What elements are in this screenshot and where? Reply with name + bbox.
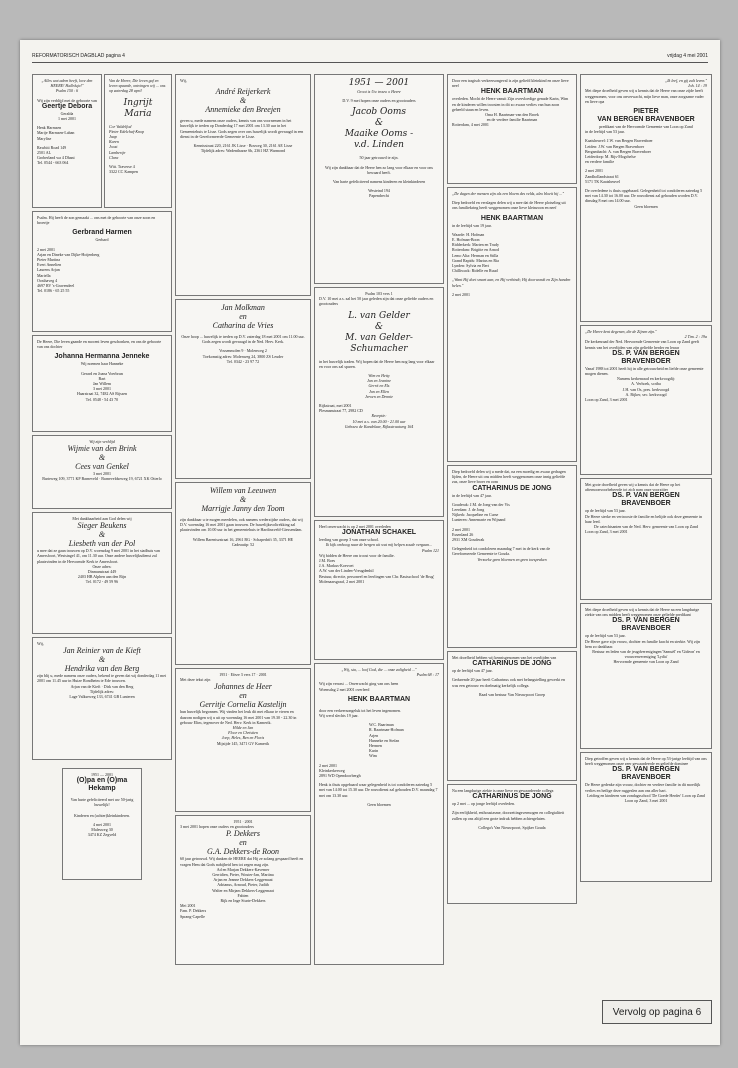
age-line: in de leeftijd van 47 jaar.	[452, 492, 492, 498]
family: Hilde en Jan Floor en Christien Joep, Heles, Ben en Floris	[221, 725, 265, 741]
announcement-line: Wij zijn verblijd met de geboorte van	[37, 97, 97, 103]
quote-ref: Psalm 150 : 6	[55, 88, 79, 94]
deceased-name: HENK BAARTMAN	[480, 88, 544, 96]
intro: Wij zijn verrast ... Onverwacht ging van ons heen	[319, 681, 399, 687]
reception: Receptie: 10 mei a.s. van 20.00 - 21.00 uur Gebouw de Kandelaar, Rijksstraatweg 164	[344, 413, 414, 429]
deceased-name: DS. P. VAN BERGEN BRAVENBOER	[612, 766, 680, 782]
deceased-name: DS. P. VAN BERGEN BRAVENBOER	[612, 492, 680, 508]
couple-names: Sieger Beukens & Liesbeth van der Pol	[68, 521, 136, 549]
address: 4 mei 2001 Malesweg 30 3474 KZ Zegveld	[87, 822, 117, 838]
body-text: overleden. Mocht de Heere vanuit Zijn overvloedige genade Karin, Wim en de kinderen willen troosten in dit zo zwaar verlies van hun zoon geheeld staan en leven.	[452, 96, 569, 112]
intro-text: Psalm. Hij heeft de zon gemaakt ... ons met de geboorte van onze zoon en broertje	[37, 215, 156, 226]
closing-quote: „Want Hij doet smart aan, en Hij verbindt; Hij doorwondt en Zijn handen helen."	[452, 277, 571, 288]
couple-names: Jan Reinier van de Kieft & Hendrika van den Berg	[63, 646, 141, 674]
obituary-ad-van-bergen-youth	[580, 603, 712, 749]
funeral-info: Gelegenheid tot condoleren maandag 7 mei in de kerk van de Gereformeerde Gemeente te Gouda.	[452, 546, 551, 557]
family: Ad en Marjan Dekkers-Kavemer Gerridien, Pieter, Wouter-Jan, Martina Arjan en Jeanne Dekkers-Leggemaat Adrianus, Arnoud, Pieter, Judith Walter en Mirjam Dekkers-Leggemaat Fabien Rijk en Inge Sturte-Dekkers	[212, 866, 274, 904]
address: 2 mei 2001 Zandhollandstraat 61 5171 TK Kaatsheuvel	[585, 168, 621, 184]
child-name: Ingrijt Maria	[123, 97, 153, 119]
birth-ad-johanna	[32, 335, 172, 432]
intro: Met droefheid hebben wij kennisgenomen van het overlijden van	[452, 655, 557, 660]
cause: door een verkeersongeluk tot het leven ingenomen.	[319, 707, 401, 713]
school: Bestuur, directie, personeel en leerlingen van Chr. Basisschool 'de Brug'	[319, 573, 435, 579]
closing: Geen bloemen	[367, 801, 391, 807]
intro: Na een langdurige ziekte is onze lieve en gewaardeerde collega	[452, 788, 554, 793]
birth-ad-gerbrand	[32, 211, 172, 332]
obituary-ad-schakel	[314, 520, 444, 660]
birth-date: 3 mei 2001	[93, 386, 111, 392]
body-text: Wij bidden de Heere om troost voor de familie.	[319, 552, 395, 558]
child-subname: Gerhard	[95, 237, 109, 243]
wedding-ad-reijerkerk	[175, 74, 311, 296]
place-date: Molenaarsgraaf, 2 mei 2001	[319, 578, 365, 584]
anniversary-ad-ooms	[314, 74, 444, 284]
newspaper-page	[20, 40, 720, 1045]
obituary-ad-van-bergen-sundayschool	[580, 752, 712, 882]
quote: Groot is Uw trouw o Heere	[357, 89, 401, 94]
funeral-info: De overledene is thuis opgebaard. Gelegenheid tot condoleren zaterdag 5 mei van 14.30 tot 16.00 uur. De rouwdienst zal gehouden worden D.V. dinsdag 8 mei om 14.00 uur.	[585, 188, 703, 204]
body-text: u mee dat ze gaan trouwen op D.V. woensdag 9 mei 2001 in het stadhuis van Amersfoort, Westsingel 41, om 11.30 uur. Onze andere huwelijksdienst zal plaatsvinden in de Hervormde Kerk te Amersfoort.	[37, 548, 160, 564]
quote: „De Heere kent degenen, die de Zijnen zijn."	[585, 329, 657, 334]
wedding-ad-molkman	[175, 299, 311, 479]
obituary-ad-baartman	[314, 663, 444, 965]
deceased-name: PIETER VAN BERGEN BRAVENBOER	[597, 108, 695, 124]
deceased-title: predikant van de Hervormde Gemeente van Loon op Zand	[599, 124, 693, 130]
body-text: zijn dankbaar u te mogen meedelen, ook namens wederzijdse ouders, dat wij D.V. woensdag 16 mei 2001 gaan trouwen. De huwelijksvoltrekking zal plaatsvinden om 10.00 uur in het gemeentehuis te Hardinxveld-Giessendam.	[180, 517, 303, 533]
deceased-name: HENK BAARTMAN	[480, 214, 544, 222]
couple-names: Willem van Leeuwen & Marrigje Janny den Toom	[201, 486, 285, 513]
place-date: Loon op Zand, 3 mei 2001	[585, 397, 628, 403]
deceased-name: CATHARINUS DE JONG	[472, 484, 552, 492]
place-date: Rotterdam, 4 mei 2001	[452, 122, 489, 128]
closing: Geen bloemen	[634, 203, 658, 209]
family: Gouderak: J.M. de Jong-van der Vis Leerdam: J. de Jong Nijkerk: Jacqueline en Curse Lunteren: Annemarie en Wijnand	[452, 501, 510, 523]
quote: „Ik leef, en gij zult leven."	[665, 78, 707, 83]
years: 1951 · 2001	[233, 819, 253, 824]
years: 1951 — 2001	[91, 772, 113, 777]
body-text: Zijn eerlijkheid, enthousiasme, doorzettingsvermogen en collegialiteit zullen op ons altijd een grote indruk hebben achtergelaten.	[452, 810, 565, 821]
address: Witt. Traverse 4 3322 CC Kampen	[109, 164, 138, 175]
body-text: Vanaf 1988 tot 2001 heeft hij in alle getrouwheid en liefde onze gemeente mogen dienen.	[585, 365, 704, 377]
family: Van harte gefeliciteerd namens kinderen en kleinkinderen	[332, 179, 426, 185]
heading: Wij,	[37, 641, 44, 646]
signers: Oma H. Baartman-van den Broek en de verdere familie Baartman	[485, 112, 539, 123]
intro: Met diepe droefheid geven wij u kennis dat de Heere van onze zijde heeft weggenomen, voor ons onverwacht, mijn lieve man, onze zorgzame vader en lieve opa	[585, 88, 704, 104]
parents: Henk Harmsen Marije Harmsen-Laban Marylise	[37, 125, 75, 141]
deceased-name: HENK BAARTMAN	[347, 695, 411, 703]
couple-names: Johannes de Heer en Gerritje Cornelia Kastelijn	[199, 682, 287, 710]
anniversary-ad-dekkers	[175, 815, 311, 965]
address: Arjan van de Kieft · Dirk van den Berg Tijdelijk adres: Lage Valkseweg 133, 6741 GB Lunteren	[69, 683, 135, 700]
obituary-ad-van-bergen-catechisanten	[580, 478, 712, 600]
obituary-ad-baartman-oma	[447, 74, 577, 184]
body-text: De Heere gave zijn vrouw, dochter en familie kracht en sterkte. Wij zijn hem zo dankbaar.	[585, 638, 701, 649]
age-line: in de leeftijd van 53 jaar.	[585, 129, 625, 135]
quote-ref: Psalm 121	[422, 547, 439, 553]
wedding-ad-beukens	[32, 512, 172, 634]
signers: Namens kerkenraad en kerkvoogdij: A. Verhoek, scriba J.H. van Os, pres. kerkvoogd A. Bijker, sec. kerkvoogd	[616, 376, 676, 397]
intro: Diep bedroefd delen wij u mede dat, na een moedig en zwaar gedragen lijden, de Heere uit ons midden heeft weggenomen onze innig geliefde zus, onze lieve broer en oom	[452, 469, 566, 485]
address: 2 mei 2001 Kleinkerkerweg 2891 WD Opendoorbergh	[319, 762, 361, 779]
obituary-ad-baartman-hofman	[447, 187, 577, 462]
date: 3 mei 2001	[93, 471, 111, 477]
couple-names: P. Dekkers en G.A. Dekkers-de Roon	[207, 829, 279, 857]
obituary-ad-de-jong-board	[447, 651, 577, 781]
obituary-ad-de-jong-colleagues	[447, 784, 577, 904]
quote: Van de Heere, Die leven gaf en leven spaarde, ontvingen wij ... ons op zaterdag 28 april	[109, 78, 166, 94]
child-subname: Wij noemen haar Hanneke	[80, 361, 124, 367]
address: Westeind 194 Papendrecht	[368, 188, 390, 199]
place-date: Loon op Zand, 3 mei 2001	[624, 798, 668, 804]
intro: Door een tragisch verkeersongeval is zijn geliefd kleinkind en onze lieve neef	[452, 78, 569, 89]
title: (O)pa en (O)ma Hekamp	[76, 777, 128, 793]
anniversary-ad-de-heer	[175, 668, 311, 812]
couple-names: Jan Molkman en Catharina de Vries	[212, 303, 274, 330]
birth-date: 1 mei 2001	[58, 116, 76, 122]
body-text: De Heere gedenke zijn vrouw, dochter en verdere familie in dit moeilijk verlies en heilige deze ruggeslen aan ons aller hart.	[585, 782, 701, 793]
age-line: op 2 mei ... op jonge leeftijd overleden.	[452, 801, 515, 807]
engagement-ad-brink	[32, 435, 172, 509]
family: W.C. Baartman R. Baartman-Hofman Arjen Hanneke en Stefan Hermen Karin Wim	[369, 722, 404, 759]
intro: Met diepe droefheid geven wij u kennis dat de Heere na een langdurige ziekte van ons midden heeft weggenomen onze geliefde predikant	[585, 607, 700, 618]
place-date: 2 mei 2001	[452, 291, 470, 297]
intro: Diep getroffen geven wij u kennis dat de Heere op 53-jarige leeftijd van ons heeft weggenomen onze zeer gewaardeerde en geliefde dominee	[585, 756, 707, 767]
age-line: in de leeftijd van 19 jaar.	[452, 222, 492, 228]
address: 2 mei 2001 Essenland 26 2931 XM Gouderak	[452, 526, 485, 543]
address: Kennisstraat 220, 2161 JK Lisse · Bosweg 30, 2161 AE Lisse Tijdelijk adres: Wadenthazze 6b, 2361 HZ Warmond	[193, 143, 293, 154]
anniversary-ad-van-gelder	[314, 287, 444, 517]
address: Rijkstraat, mei 2001 Plesmanstraat 77, 2982 CD	[319, 403, 363, 414]
parents: Cor Valdelfod Pieter Edelchaf-Knop Jaap Karen Joost Lambertje Clara	[109, 123, 144, 160]
quote-ref: Joh. 14 : 19	[687, 83, 707, 89]
deceased-name: DS. P. VAN BERGEN BRAVENBOER	[612, 349, 680, 365]
age-line: op de leeftijd van 47 jaar.	[452, 668, 493, 674]
intro: Met deze tekst zijn	[180, 677, 211, 683]
heading: Met dankbaarheid aan God delen wij	[72, 516, 132, 521]
deceased-name: JONATHAN SCHAKEL	[341, 529, 417, 537]
address: Rawhiti Road 149 2501 AL Groberland wa 4 Dhani Tel. 0544 - 663 064	[37, 144, 75, 166]
family: Waarde: H. Hofman E. Hofman-Boon Ridderkerk: Marten en Trudy Rotterdam: Brigitte en Arnod Lemo Alta: Herman en Stilla Grand Rapids: Marius en Ria Lynden: Sylvia en Bert Chilliwack: Ridelle en Ruud	[452, 231, 499, 274]
age-line: Wij werd slechts 19 jaar.	[319, 713, 359, 719]
body-text: Onze hoop ... huwelijk te treden op D.V. zaterdag 18 mei 2001 om 11.00 uur. Gods zegen wordt gevraagd in de Ned. Herv. Kerk.	[181, 334, 305, 345]
quote: „Alles wat adem heeft, love den HEERE! Halleluja!"	[41, 78, 93, 89]
deceased-name: CATHARINUS DE JONG	[472, 793, 552, 801]
quote-ref: 2 Tim. 2 : 19a	[684, 334, 707, 340]
parents: Arjan en Dineke van Dijke-Hoijenberg Pieter Martina Evert Annelien Laurens Arjan Mariella	[37, 251, 100, 278]
signers: Bestuur en leden van de jeugdverenigingen 'Samuël' en 'Gideon' en vrouwenvereniging 'Lydia'	[592, 649, 700, 660]
address: Vossenmolen 9 · Molenweg 2 Toekomstig adres: Molenweg 24, 3800 ZS Leuder Tel. 0342 - 23 97 72	[202, 348, 284, 364]
header-right: vrijdag 4 mei 2001	[667, 53, 708, 59]
couple-names: André Reijerkerk & Annemieke den Breejen	[205, 87, 281, 115]
intro: D.V. 9 mei hopen onze ouders en grootouders	[342, 98, 416, 104]
anniversary-ad-hekamp	[62, 768, 142, 880]
quote-ref: Psalm 68 : 17	[416, 672, 439, 678]
intro: Diep bedroefd en verslagen delen wij u mee dat de Heere plotseling uit ons familiekring heeft weggenomen onze lieve kleinzoon en neef	[452, 200, 566, 211]
page-header	[32, 53, 708, 63]
child-name: Geertje Debora	[41, 102, 93, 110]
years: 1951 · Efeze 3 vers 17 · 2001	[219, 672, 267, 677]
signers: Leiding en kinderen van zondagsschool 'De Goede Herder' Loon op Zand	[587, 792, 705, 798]
quote: Ik kijk omhoog naar de bergen uit wat mij helpen zoude vergaan...	[325, 542, 433, 548]
intro: De kerkenraad der Ned. Hervormde Gemeente van Loon op Zand geeft kennis van het overlijden van zijn geliefde herder en leraar	[585, 339, 700, 350]
intro: D.V. 10 mei a.s. zal het 50 jaar geleden zijn dat onze geliefde ouders en grootouders	[319, 296, 434, 307]
signers: Raad van bestuur Van Nieuwpoort Groep	[478, 691, 546, 697]
deceased-name: CATHARINUS DE JONG	[472, 660, 552, 668]
signers: De catechisanten van de Ned. Herv. gemeente van Loon op Zand	[594, 524, 698, 530]
birth-ad-ingrijt	[104, 74, 172, 208]
birth-ad-geertje	[32, 74, 102, 208]
obituary-ad-de-jong-family	[447, 465, 577, 648]
body-text: in het huwelijk traden. Wij hopen dat de Heere hen nog lang voor elkaar en voor ons zal sparen.	[319, 358, 435, 369]
intro: Met grote droefheid geven wij u kennis dat de Heere op het afternoonvoorbeheerde tot zich nam onze voorzitter	[585, 482, 681, 493]
age-line: op de leeftijd van 53 jaar.	[585, 508, 626, 514]
body-text: Gedurende 20 jaar heeft Catharinus ook met belangstelling gewerkt en was een getrouw en doelmatig kerkelijk collega.	[452, 677, 565, 688]
body-text: geven u, mede namens onze ouders, kennis van ons voornemen in het huwelijk te treden op Donderdag 17 mei 2001 om 13.30 uur in het Gemeentehuis te Lisse. Gods zegen over ons huwelijk wordt gevraagd in een dienst in de Gereformeerde Gemeente te Lisse.	[180, 118, 304, 139]
thanks: Wij zijn dankbaar dat de Heere hen zo lang voor elkaar en voor ons bewaard heeft.	[325, 164, 433, 175]
duration: 50 jaar getrouwd te zijn.	[359, 155, 399, 161]
heading: Wij zijn verblijd	[89, 439, 115, 444]
birth-date: 2 mei 2001	[37, 246, 55, 252]
header-left: REFORMATORISCH DAGBLAD pagina 4	[32, 53, 125, 59]
years: 1951 — 2001	[348, 78, 410, 88]
heading: Psalm 103 vers 1	[365, 291, 393, 296]
parents: Gerard en Joana Voerbrun Bart Jan Willem	[81, 370, 123, 387]
obituary-ad-van-bergen-kerkenraad	[580, 325, 712, 475]
body-text: hun huwelijk begonnen. Wij vinden het leuk dit met elkaar te vieren en daarom nodigen wij u uit op woensdag 16 mei 2001 van 19.30 - 22.30 in gebouw Elim, tegenover de Ned. Herv. Kerk in Kamerik.	[180, 709, 297, 725]
couple-names: L. van Gelder & M. van Gelder-Schumacher	[345, 310, 413, 354]
address: Onze adres: Dinmanstraat 449 2403 HB Alphen aan den Rijn Tel. 0172 - 49 59 96	[77, 563, 127, 585]
child-name: Johanna Hermanna Jenneke	[54, 353, 150, 361]
obituary-ad-van-bergen-family	[580, 74, 712, 322]
deceased-name: DS. P. VAN BERGEN BRAVENBOER	[612, 617, 680, 633]
child-subname: Geralda	[60, 110, 74, 116]
body-text: 60 jaar getrouwd. Wij danken de HEERE dat Hij ze zolang gespaard heeft en vragen Hem dat Gods nabijheid hen tot zegen mag zijn.	[180, 856, 304, 867]
body-text: zijn blij u, mede namens onze ouders, bekend te geven dat wij donderdag 11 mei 2001 om 11.45 uur in Huize Rondheim te Ede trouwen.	[37, 673, 167, 684]
signers: J.M. Boes J.A. Markus-Koevoet A.W. van der Linden-Vreugdenhil	[319, 558, 374, 574]
address: Oosthaveg 4 4697 RV 's-Gravendeel Tel. 0186 - 65 25 55	[37, 277, 75, 294]
family: Wim en Hetty Jan en Jeanine Gerrit en Els Jan en Ellen Jeroen en Dennie	[364, 373, 394, 399]
age-line: leerling van groep 3 van onze school.	[319, 537, 379, 543]
body-text: Van harte gefeliciteerd met uw 50-jarig huwelijk! Kinderen en (achter)kleinkinderen.	[70, 797, 134, 818]
heading: Wij,	[180, 78, 187, 83]
funeral-info: Henk is thuis opgebaard waar gelegenheid is tot condoleren zaterdag 5 mei van 14.00 tot 15.30 uur. De rouwdienst zal gehouden D.V. maandag 7 mei om 13.30 uur.	[319, 782, 438, 798]
place-date: Loon op Zand, 3 mei 2001	[585, 529, 628, 535]
age-line: op de leeftijd van 53 jaar.	[585, 633, 626, 639]
continued-on-page-notice: Vervolg op pagina 6	[602, 1000, 712, 1024]
address: Barteweg 109, 3771 KP Barneveld · Barneveldseweg 19, 6721 XK Otterlo	[42, 476, 162, 482]
place-date: Hervormde gemeente van Loon op Zand	[613, 659, 679, 665]
wedding-ad-kieft	[32, 637, 172, 760]
family: Kaatsheuvel: J.W. van Bergen Bravenboer Leiden: J.W. van Bergen Bravenboer Bergambacht: A. van Bergen Bravenboer Leiderdorp: M. Rijs-Mogchelse en verdere familie	[585, 138, 653, 165]
intro: Heel onverwacht is op 2 mei 2001 overleden	[319, 524, 391, 529]
intro-text: De Heere, Die leven gaande en mocent leven geschonken, en ons de geboorte van ons dochter	[37, 339, 162, 350]
body-text: De Heere sterke en vertrooste de familie en belijde ook deze gemeente in haar leed.	[585, 513, 703, 524]
date-line: Woensdag 2 mei 2001 overleed	[319, 686, 370, 692]
address: Haarstraat 32, 7482 AS Rijssen Tel. 0548 - 54 43 70	[76, 391, 128, 402]
wedding-ad-van-leeuwen	[175, 482, 311, 665]
quote: „De dagen der mensen zijn als een bloem des velds, alzo bloeit hij ..."	[452, 191, 564, 196]
closing: Verzoeke geen bloemen en geen toespraken	[477, 556, 547, 562]
intro: 3 mei 2001 hopen onze ouders en grootouders	[180, 824, 254, 830]
signers: Collega's Van Nieuwpoort, Spijker Gouda	[478, 824, 546, 830]
quote: „Wij, sta, ... loof God, die ... onze zaligheid ..."	[341, 667, 417, 672]
couple-names: Jacob Ooms & Maaike Ooms - v.d. Linden	[344, 107, 414, 151]
couple-names: Wijmie van den Brink & Cees van Genkel	[67, 444, 137, 472]
child-name: Gerbrand Harmen	[72, 229, 132, 237]
address: Mijzijde 145, 3471 GV Kamerik	[216, 740, 270, 746]
address: Willem Barentszstraat 16, 2961 BG · Schapedrift 35, 3371 HE Cadeautip: 52	[192, 536, 294, 547]
address: Mei 2001 Fam. P. Dekkers Sprang-Capelle	[180, 903, 207, 919]
